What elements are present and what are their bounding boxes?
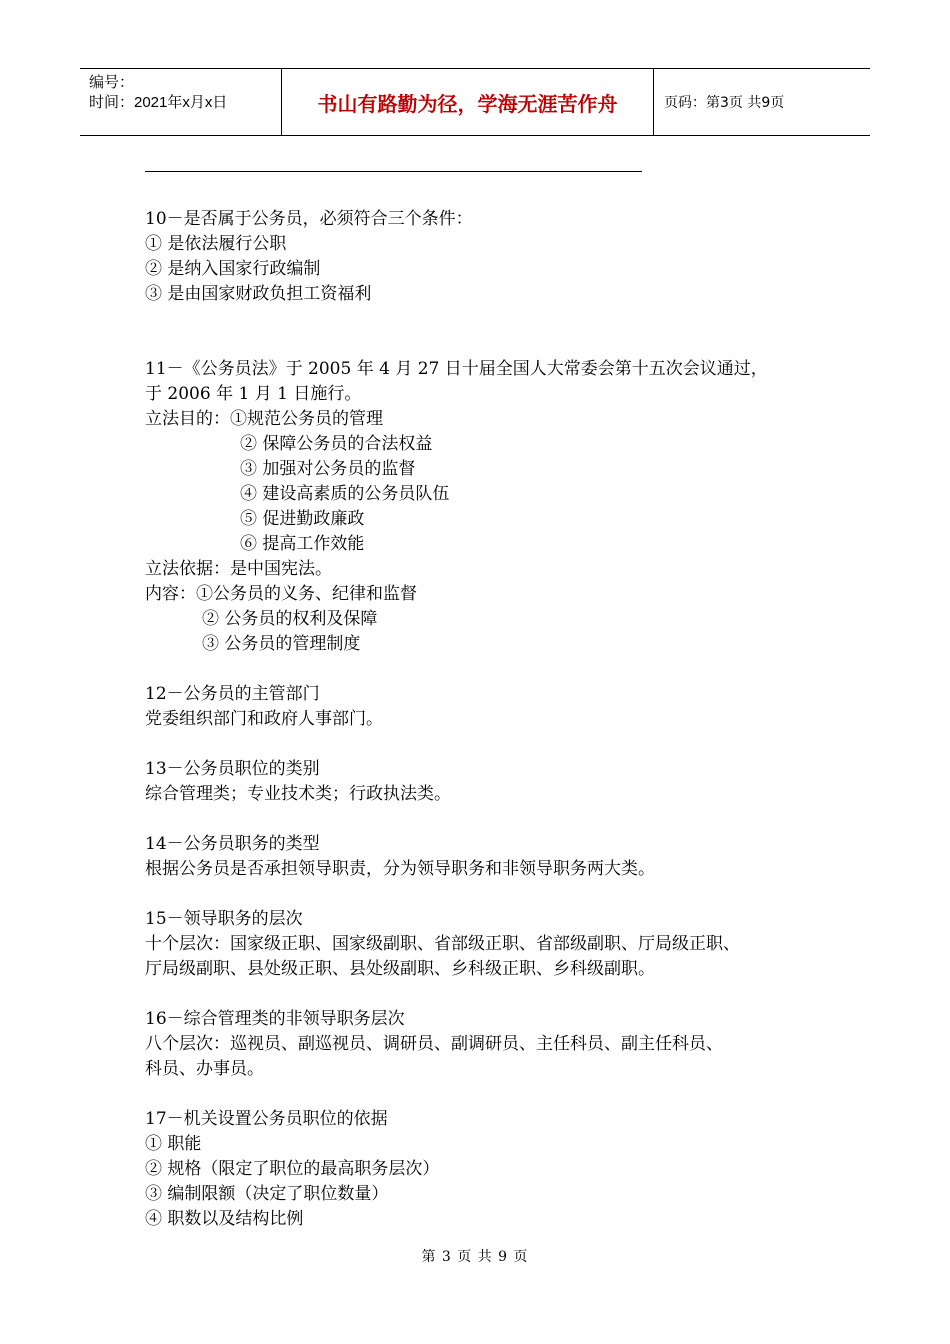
section-10-title: 10－是否属于公务员，必须符合三个条件：	[145, 209, 473, 229]
section-13-title: 13－公务员职位的类别	[145, 759, 320, 779]
section-15-text: 十个层次：国家级正职、国家级副职、省部级正职、省部级副职、厅局级正职、	[145, 934, 740, 954]
law-content: 内容：①公务员的义务、纪律和监督	[145, 584, 417, 604]
section-14-text: 根据公务员是否承担领导职责，分为领导职务和非领导职务两大类。	[145, 859, 655, 879]
list-item: ② 规格（限定了职位的最高职务层次）	[145, 1159, 440, 1179]
header-motto-cell	[282, 69, 654, 135]
section-15-title: 15－领导职务的层次	[145, 909, 303, 929]
section-11-title-cont: 于 2006 年 1 月 1 日施行。	[145, 384, 362, 404]
document-number-label: 编号：	[89, 74, 135, 91]
page-header	[80, 68, 870, 136]
spacer	[145, 657, 825, 682]
section-11-title: 11－《公务员法》于 2005 年 4 月 27 日十届全国人大常委会第十五次会议通过，	[145, 359, 768, 379]
spacer	[145, 732, 825, 757]
header-page-info: 页码：第3页 共9页	[664, 95, 785, 111]
section-15-text-cont: 厅局级副职、县处级正职、县处级副职、乡科级正职、乡科级副职。	[145, 959, 655, 979]
section-17-title: 17－机关设置公务员职位的依据	[145, 1109, 388, 1129]
header-page-info-cell	[654, 69, 870, 135]
horizontal-rule	[145, 171, 642, 172]
section-16-text-cont: 科员、办事员。	[145, 1059, 264, 1079]
list-item: ② 保障公务员的合法权益	[240, 434, 433, 454]
list-item: ⑤ 促进勤政廉政	[240, 509, 365, 529]
list-item: ⑥ 提高工作效能	[240, 534, 365, 554]
document-body	[145, 207, 825, 1232]
list-item: ③ 加强对公务员的监督	[240, 459, 416, 479]
list-item: ④ 职数以及结构比例	[145, 1209, 304, 1229]
legislative-purpose: 立法目的：①规范公务员的管理	[145, 409, 383, 429]
spacer	[145, 807, 825, 832]
list-item: ② 是纳入国家行政编制	[145, 259, 321, 279]
section-13-text: 综合管理类；专业技术类；行政执法类。	[145, 784, 451, 804]
section-14-title: 14－公务员职务的类型	[145, 834, 320, 854]
spacer	[145, 882, 825, 907]
legislative-basis: 立法依据：是中国宪法。	[145, 559, 332, 579]
document-time-label: 时间：2021年x月x日	[89, 94, 228, 111]
list-item: ① 职能	[145, 1134, 202, 1154]
list-item: ③ 编制限额（决定了职位数量）	[145, 1184, 389, 1204]
spacer	[145, 307, 825, 357]
list-item: ② 公务员的权利及保障	[202, 609, 378, 629]
spacer	[145, 1082, 825, 1107]
section-16-title: 16－综合管理类的非领导职务层次	[145, 1009, 405, 1029]
section-12-title: 12－公务员的主管部门	[145, 684, 320, 704]
header-motto: 书山有路勤为径，学海无涯苦作舟	[317, 91, 618, 116]
spacer	[145, 982, 825, 1007]
page-footer: 第 3 页 共 9 页	[421, 1249, 529, 1265]
section-12-text: 党委组织部门和政府人事部门。	[145, 709, 383, 729]
list-item: ④ 建设高素质的公务员队伍	[240, 484, 450, 504]
header-meta	[80, 69, 282, 135]
list-item: ③ 是由国家财政负担工资福利	[145, 284, 372, 304]
section-16-text: 八个层次：巡视员、副巡视员、调研员、副调研员、主任科员、副主任科员、	[145, 1034, 723, 1054]
list-item: ③ 公务员的管理制度	[202, 634, 361, 654]
list-item: ① 是依法履行公职	[145, 234, 287, 254]
